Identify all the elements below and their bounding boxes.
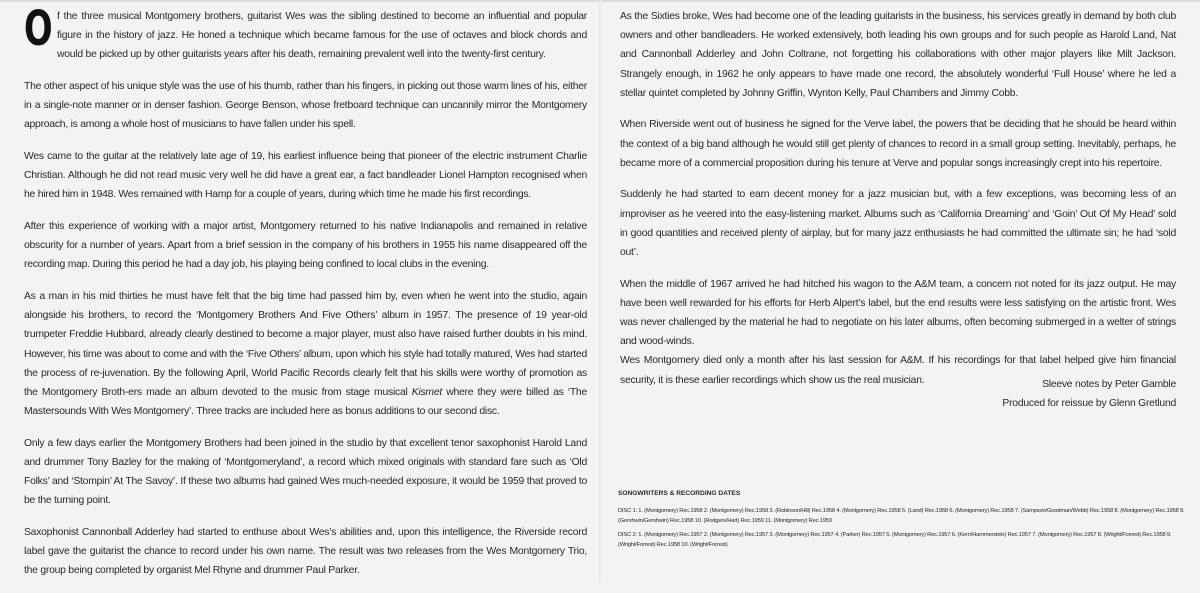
paragraph-8: As the Sixties broke, Wes had become one of the leading guitarists in the business, his services greatly in demand by both club owners and other bandleaders. He worked extensively, both leading his own groups and for such people as Harold Land, Nat and Cannonball Adderley and John Coltrane, not forgetting his collaborations with other major players like Milt Jackson. Strangely enough, in 1962 he only appears to have made one record, the absolutely wonderful ‘Full House’ where he led a stellar quintet completed by Johnny Griffin, Wynton Kelly, Paul Chambers and Jimmy Cobb. xyxy=(620,11,1176,99)
paragraph-9: When Riverside went out of business he signed for the Verve label, the powers that be deciding that he should be heard within the context of a big band although he would still get plenty of chances to record in a small group setting. Inevitably, perhaps, he became more of a commercial proposition during his tenure at Verve and popular songs increasingly crept into his repertoire. xyxy=(620,119,1176,169)
disc-1-credits: DISC 1: 1. (Montgomery) Rec.1958 2. (Montgomery) Rec.1958 3. (Robinson/Hill) Rec.1958 4. (Montgomery) Rec.1958 5. (Land) Rec.1958 6. (Montgomery) Rec.1958 7. (Sampson/Goodman/Webb) Rec.1958 8. (Montgomery) Rec.1958 9. (Gershwin/Gershwin) Rec.1958 10. (Rodgers/Hart) Rec.1959 11. (Montgomery) Rec.1959 xyxy=(618,508,1185,524)
paragraph-7: Saxophonist Cannonball Adderley had started to enthuse about Wes’s abilities and, upon this intelligence, the Riverside record label gave the guitarist the chance to record under his own name. The result was two releases from the Wes Montgomery Trio, the group being completed by organist Mel Rhyne and drummer Paul Parker. xyxy=(24,527,587,577)
paragraph-12: Wes Montgomery died only a month after his last session for A&M. If his recordings for that label helped give him financial security, it is these earlier recordings which show us the real musician. xyxy=(620,355,1176,386)
left-page xyxy=(0,0,600,583)
songwriters-heading: SONGWRITERS & RECORDING DATES xyxy=(618,490,741,497)
paragraph-10: Suddenly he had started to earn decent money for a jazz musician but, with a few exceptions, was becoming less of an improviser as he veered into the easy-listening market. Albums such as ‘California Dreaming’ and ‘Goin’ Out Of My Head’ sold in good quantities and received plenty of airplay, but for many jazz enthusiasts he had committed the ultimate sin; he had ‘sold out’. xyxy=(620,189,1176,259)
paragraph-5-text-a: As a man in his mid thirties he must have felt that the big time had passed him by, even when he went into the studio, again alongside his brothers, to record the ‘Montgomery Brothers And Five Others’ album in 1957. The presence of 19 year-old trumpeter Freddie Hubbard, already clearly destined to become a major player, must also have raised further doubts in his mind. However, his time was about to come and with the ‘Five Others’ album, upon which his style had totally matured, Wes had started the process of re-juvenation. By the following April, World Pacific Records clearly felt that his skills were worthy of promotion as the Montgomery Broth-ers made an album devoted to the music from stage musical xyxy=(24,291,587,399)
paragraph-5 xyxy=(24,287,587,421)
disc-2-credits: DISC 2: 1. (Montgomery) Rec.1957 2. (Montgomery) Rec.1957 3. (Montgomery) Rec.1957 4. (Parker) Rec.1957 5. (Montgomery) Rec.1957 6. (Kern/Hammerstein) Rec.1957 7. (Montgomery) Rec.1957 8. (Wright/Forrest) Rec.1958 9. (Wright/Forrest) Rec.1958 10. (Wright/Forrest) xyxy=(618,532,1172,548)
paragraph-1-text: f the three musical Montgomery brothers, guitarist Wes was the sibling destined to become an influential and popular figure in the history of jazz. He honed a technique which became famous for the use of octaves and block chords and would be picked up by other guitarists years after his death, remaining prevalent well into the twenty-first century. xyxy=(57,11,587,61)
reissue-credit: Produced for reissue by Glenn Gretlund xyxy=(1002,398,1176,410)
paragraph-11: When the middle of 1967 arrived he had hitched his wagon to the A&M team, a concern not noted for its jazz output. He may have been well rewarded for his efforts for Herb Alpert’s label, but the end results were less satisfying on the artistic front. Wes was never challenged by the material he had to negotiate on his later albums, often becoming submerged in a welter of strings and wood-winds. xyxy=(620,278,1176,348)
credits xyxy=(1002,375,1176,413)
right-page xyxy=(600,0,1200,583)
paragraph-6: Only a few days earlier the Montgomery Brothers had been joined in the studio by that excellent tenor saxophonist Harold Land and drummer Tony Bazley for the making of ‘Montgomeryland’, a record which mixed originals with standard fare such as ‘Old Folks’ and ‘Stompin’ At The Savoy’. If these two albums had gained Wes much-needed exposure, it would be 1959 that proved to be the turning point. xyxy=(24,437,587,507)
paragraph-4: After this experience of working with a major artist, Montgomery returned to his native Indianapolis and remained in relative obscurity for a number of years. Apart from a brief session in the company of his brothers in 1955 his name disappeared off the recording map. During this period he had a day job, his playing being confined to local clubs in the evening. xyxy=(24,221,587,271)
drop-cap: O xyxy=(24,1,53,57)
sleeve-notes-credit: Sleeve notes by Peter Gamble xyxy=(1042,379,1176,390)
songwriters-section xyxy=(618,490,1188,554)
paragraph-1 xyxy=(24,1,587,65)
paragraph-5-text-b: where they were billed as ‘The Mastersounds With Wes Montgomery’. Three tracks are included here as bonus additions to our second disc. xyxy=(24,387,587,418)
left-page-text xyxy=(24,1,587,593)
paragraph-2: The other aspect of his unique style was the use of his thumb, rather than his fingers, in picking out those warm lines of his, either in a single-note manner or in denser fashion. George Benson, whose fretboard technique can uncannily mirror the Montgomery approach, is among a whole host of musicians to have fallen under his spell. xyxy=(24,81,587,131)
paragraph-3: Wes came to the guitar at the relatively late age of 19, his earliest influence being that pioneer of the electric instrument Charlie Christian. Although he did not read music very well he did have a great ear, a fact bandleader Lionel Hampton recognised when he hired him in 1948. Wes remained with Hamp for a couple of years, during which time he made his first recordings. xyxy=(24,151,587,201)
kismet-title: Kismet xyxy=(411,387,443,399)
right-page-text xyxy=(620,7,1176,402)
